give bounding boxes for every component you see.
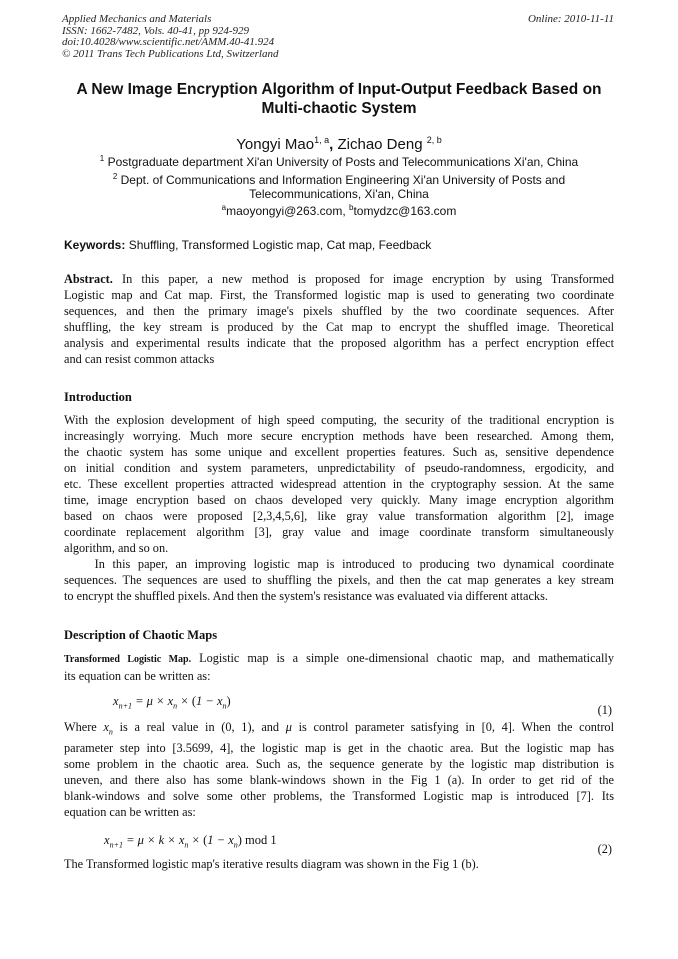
- affil-2-line-1: Dept. of Communications and Information Engineering Xi'an University of Posts and: [117, 172, 566, 187]
- intro-line: the chaotic system has some unique and excellent properties features. Such as, sensitive dependence: [64, 445, 614, 459]
- email-1-sup: a: [221, 203, 227, 212]
- email-2[interactable]: tomydzc@163.com: [353, 204, 457, 218]
- abstract-line: sequences, and then the primary image's pixels shuffled by the two coordinate sequences. After: [64, 304, 614, 318]
- logistic-line: its equation can be written as:: [64, 669, 211, 683]
- keywords: [64, 238, 624, 252]
- email-2-sup: b: [349, 203, 354, 212]
- equation-1: $x_{n+1} = \mu \times x_n \times (1 - x_n)$: [113, 694, 231, 711]
- intro-line: to encrypt the shuffled pixels. And then the system's resistance was evaluated via different attacks.: [64, 589, 548, 603]
- affil-2-sup: 2: [112, 171, 118, 181]
- logistic-desc-line: some problem in the chaotic area. Such as, the sequence generate by the logistic map distribution is: [64, 757, 614, 772]
- introduction-paragraph-2: [64, 556, 614, 604]
- abstract: [64, 271, 614, 367]
- affil-1: Postgraduate department Xi'an University of Posts and Telecommunications Xi'an, China: [104, 155, 579, 169]
- equation-2-number: (2): [597, 842, 612, 856]
- intro-line: sequences. The sequences are used to shuffling the pixels, and then the cat map generates a key stream: [64, 573, 614, 587]
- journal-doi: doi:10.4028/www.scientific.net/AMM.40-41.924: [62, 36, 275, 49]
- abstract-line: Abstract. In this paper, a new method is proposed for image encryption by using Transformed: [64, 272, 614, 286]
- journal-header: [62, 14, 614, 60]
- intro-line: With the explosion development of high speed computing, the security of the traditional encryption is: [64, 413, 614, 427]
- logistic-desc-line: equation can be written as:: [64, 805, 196, 820]
- affil-1-sup: 1: [99, 154, 105, 163]
- logistic-desc-line: blank-windows and solve some other problems, the Transformed Logistic map is introduced [7]. Its: [64, 789, 614, 804]
- var-x-n: $x_n$: [103, 720, 113, 737]
- journal-issn: ISSN: 1662-7482, Vols. 40-41, pp 924-929: [62, 24, 249, 37]
- logistic-line: Transformed Logistic Map. Logistic map is a simple one-dimensional chaotic map, and mathematically: [64, 651, 614, 665]
- intro-line: on initial condition and system parameters, unpredictability of pseudo-randomness, ergodicity, and: [64, 461, 614, 475]
- figure-reference: [64, 856, 614, 872]
- author-separator: ,: [329, 136, 338, 153]
- keywords-label: Keywords:: [64, 238, 126, 252]
- logistic-sub-label: Transformed Logistic Map.: [64, 654, 192, 665]
- intro-line: based on chaos were proposed [2,3,4,5,6], like gray value transformation algorithm [2], image: [64, 509, 614, 523]
- author-1-sup: 1, a: [314, 135, 330, 145]
- intro-line: In this paper, an improving logistic map is introduced to producing two dynamical coordinate: [64, 557, 614, 571]
- title-line-1: A New Image Encryption Algorithm of Input-Output Feedback Based on: [76, 81, 602, 98]
- abstract-line: shuffling, the key stream is produced by the Cat map to encrypt the shuffled image. Theoretical: [64, 320, 614, 334]
- introduction-heading: Introduction: [64, 390, 132, 404]
- title-line-2: Multi-chaotic System: [261, 100, 417, 117]
- abstract-label: Abstract.: [64, 272, 113, 286]
- logistic-description: [64, 719, 614, 820]
- journal-copyright: © 2011 Trans Tech Publications Ltd, Switzerland: [62, 47, 279, 60]
- abstract-line: and can resist common attacks: [64, 352, 215, 366]
- logistic-desc-line: Where $x_n$ is a real value in (0, 1), and μ is control parameter satisfying in [0, 4]. When the control: [64, 720, 614, 737]
- figure-reference-line: The Transformed logistic map's iterative results diagram was shown in the Fig 1 (b).: [64, 857, 479, 871]
- intro-line: coordinate replacement algorithm [3], gray value and image coordinate transform simultaneously: [64, 525, 614, 539]
- author-2: Zichao Deng: [337, 136, 427, 153]
- logistic-map-intro: [64, 650, 614, 684]
- logistic-desc-line: parameter step into [3.5699, 4], the logistic map is get in the chaotic area. But the logistic map has: [64, 741, 614, 756]
- intro-line: etc. These excellent properties attracted widespread attention in the cryptography session. At the same: [64, 477, 614, 491]
- logistic-desc-line: uneven, and there also has some blank-windows shown in the Fig 1 (a). In order to get rid of the: [64, 773, 614, 788]
- intro-line: algorithm, and so on.: [64, 541, 169, 555]
- paper-title: [40, 80, 638, 118]
- intro-line: time, image encryption based on chaos developed very quickly. Many image encryption algorithm: [64, 493, 614, 507]
- keywords-text: Shuffling, Transformed Logistic map, Cat map, Feedback: [125, 238, 432, 252]
- author-2-sup: 2, b: [426, 135, 442, 145]
- affiliations: [60, 152, 618, 202]
- intro-line: increasingly worrying. Much more secure encryption methods have been researched. Among them,: [64, 429, 614, 443]
- author-1: Yongyi Mao: [236, 136, 315, 153]
- email-1[interactable]: maoyongyi@263.com,: [226, 204, 349, 218]
- introduction-paragraph-1: [64, 412, 614, 556]
- abstract-line: Logistic map and Cat map. First, the Transformed logistic map is used to generating two coordinate: [64, 288, 614, 302]
- online-date: Online: 2010-11-11: [527, 13, 614, 25]
- abstract-line: analysis and experimental results indicate that the proposed algorithm has a perfect encryption effect: [64, 336, 614, 350]
- equation-1-number: (1): [597, 703, 612, 717]
- var-mu: μ: [285, 720, 292, 734]
- chaotic-maps-heading: Description of Chaotic Maps: [64, 628, 218, 642]
- equation-2: $x_{n+1} = \mu \times k \times x_n \times (1 - x_n)$ mod 1: [104, 833, 277, 850]
- affil-2-line-2: Telecommunications, Xi'an, China: [249, 187, 429, 201]
- journal-name: Applied Mechanics and Materials: [62, 13, 212, 25]
- emails: [40, 201, 638, 218]
